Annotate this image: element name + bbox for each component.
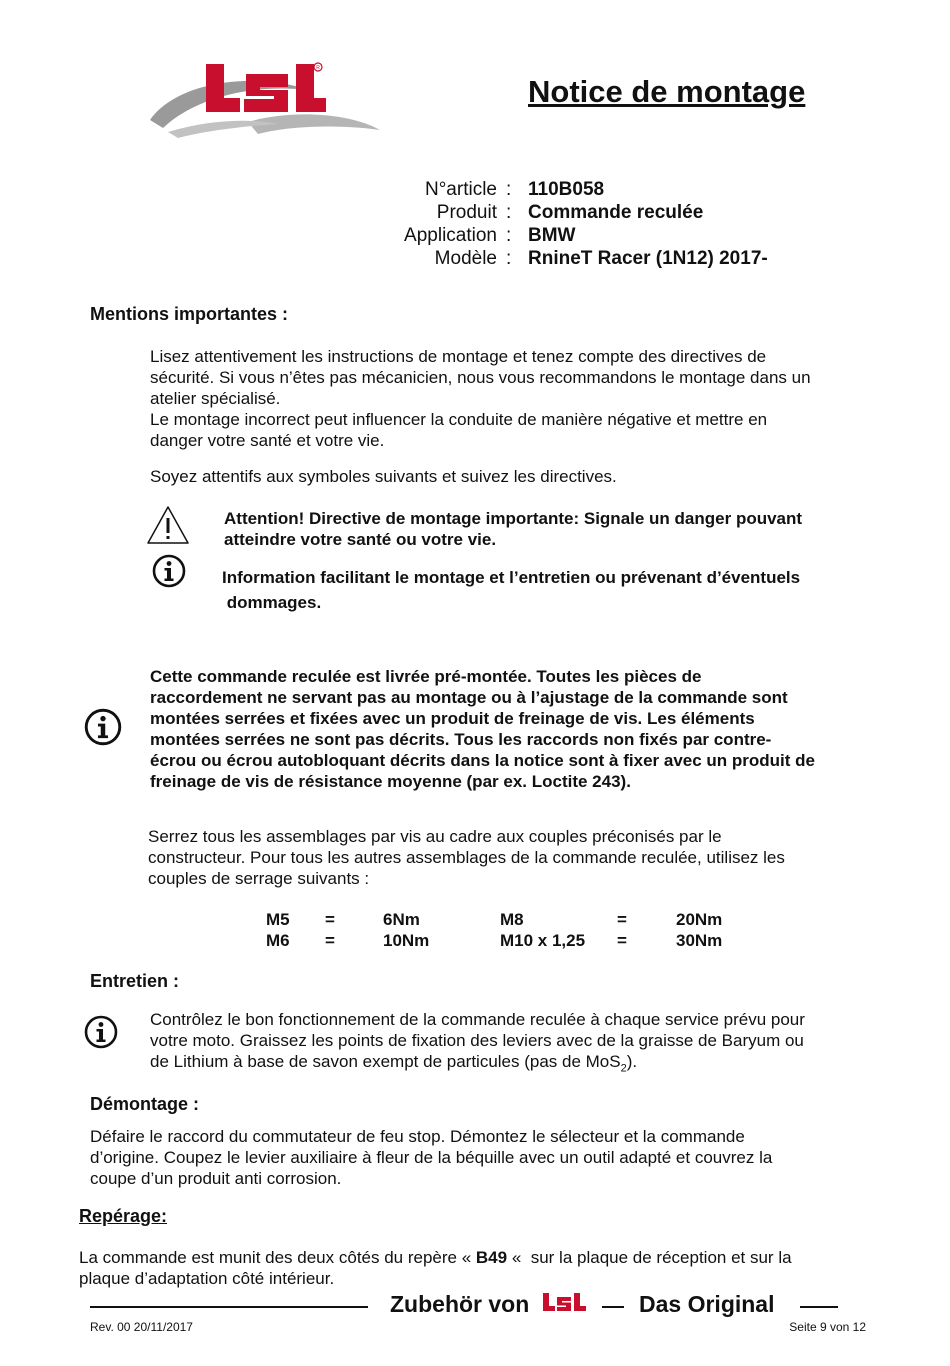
text-line: raccordement ne servant pas au montage ou à l’ajustage de la commande sont	[150, 688, 788, 707]
meta-label-application: Application	[404, 225, 497, 246]
lsl-logo	[541, 1291, 589, 1315]
torque-column	[266, 909, 290, 951]
text-line: atelier spécialisé.	[150, 389, 281, 408]
meta-colon: :	[506, 225, 512, 246]
text-line	[79, 1247, 869, 1268]
torque-column	[617, 909, 627, 951]
text-fragment: « sur la plaque de réception et sur la	[507, 1248, 792, 1267]
meta-label-product: Produit	[436, 202, 497, 223]
torque-cell: M8	[500, 910, 524, 929]
text-line: montées serrées et fixées avec un produit de freinage de vis. Les éléments	[150, 709, 755, 728]
text-fragment: La commande est munit des deux côtés du repère «	[79, 1248, 476, 1267]
text-line: dommages.	[222, 593, 322, 612]
text-line: Attention! Directive de montage importante: Signale un danger pouvant	[224, 509, 803, 528]
torque-cell: M6	[266, 931, 290, 950]
document-title: Notice de montage	[528, 74, 806, 109]
revision-date: Rev. 00 20/11/2017	[90, 1320, 193, 1334]
disassembly-paragraph	[90, 1126, 850, 1189]
footer-brand-prefix: Zubehör von	[390, 1291, 530, 1317]
text-line: Lisez attentivement les instructions de montage et tenez compte des directives de	[150, 347, 767, 366]
text-line: coupe d’un produit anti corrosion.	[90, 1169, 342, 1188]
torque-cell: =	[325, 931, 335, 950]
maintenance-paragraph	[150, 1009, 870, 1079]
text-line: plaque d’adaptation côté intérieur.	[79, 1269, 335, 1288]
meta-label-article: N°article	[424, 179, 497, 200]
text-line: Défaire le raccord du commutateur de feu stop. Démontez le sélecteur et la commande	[90, 1127, 745, 1146]
meta-colon: :	[506, 248, 512, 269]
text-fragment: ).	[626, 1052, 638, 1071]
text-line: freinage de vis de résistance moyenne (par ex. Loctite 243).	[150, 772, 631, 791]
meta-value-application: BMW	[528, 225, 576, 246]
preassembly-paragraph	[150, 666, 870, 792]
meta-colon: :	[506, 179, 512, 200]
text-line: d’origine. Coupez le levier auxiliaire à fleur de la béquille avec un outil adapté et couvrez la	[90, 1148, 773, 1167]
text-line: danger votre santé et votre vie.	[150, 431, 385, 450]
text-fragment: de Lithium à base de savon exempt de particules (pas de MoS	[150, 1052, 621, 1071]
marking-code: B49	[475, 1248, 508, 1267]
meta-value-model: RnineT Racer (1N12) 2017-	[528, 248, 768, 269]
torque-cell: =	[617, 910, 627, 929]
marking-paragraph	[79, 1247, 869, 1289]
torque-column	[676, 909, 722, 951]
text-line: Cette commande reculée est livrée pré-montée. Toutes les pièces de	[150, 667, 702, 686]
text-line: Information facilitant le montage et l’entretien ou prévenant d’éventuels	[222, 568, 801, 587]
info-circle-icon	[84, 708, 122, 746]
text-line	[150, 1051, 870, 1079]
text-line: atteindre votre santé ou votre vie.	[224, 530, 497, 549]
section-heading-disassembly: Démontage :	[90, 1094, 200, 1114]
text-line: sécurité. Si vous n’êtes pas mécanicien, nous vous recommandons le montage dans un	[150, 368, 811, 387]
torque-cell: 6Nm	[383, 910, 420, 929]
meta-label-model: Modèle	[434, 248, 497, 269]
torque-cell: 20Nm	[676, 910, 723, 929]
footer-divider	[90, 1306, 368, 1308]
page-number: Seite 9 von 12	[789, 1320, 866, 1334]
text-line: Le montage incorrect peut influencer la conduite de manière négative et mettre en	[150, 410, 768, 429]
meta-labels	[380, 178, 497, 270]
meta-values	[528, 178, 768, 270]
info-circle-icon	[84, 1015, 118, 1049]
svg-text:R: R	[316, 65, 320, 71]
section-heading-mentions: Mentions importantes :	[90, 304, 289, 324]
footer-tagline: Das Original	[639, 1291, 775, 1317]
info-circle-icon	[152, 554, 186, 588]
warning-description	[224, 508, 864, 550]
text-line: couples de serrage suivants :	[148, 869, 370, 888]
torque-cell: M10 x 1,25	[500, 931, 586, 950]
torque-cell: M5	[266, 910, 290, 929]
torque-column	[500, 909, 585, 951]
text-line: constructeur. Pour tous les autres assemblages de la commande reculée, utilisez les	[148, 848, 785, 867]
text-line: écrou ou écrou autobloquant décrits dans la notice sont à fixer avec un produit de	[150, 751, 816, 770]
text-line: Contrôlez le bon fonctionnement de la commande reculée à chaque service prévu pour	[150, 1010, 805, 1029]
meta-value-product: Commande reculée	[528, 202, 704, 223]
torque-column	[383, 909, 429, 951]
torque-intro-paragraph	[148, 826, 868, 889]
info-description	[222, 565, 862, 615]
torque-cell: =	[617, 931, 627, 950]
footer-divider	[602, 1306, 624, 1308]
meta-colons	[506, 178, 518, 270]
torque-cell: 30Nm	[676, 931, 723, 950]
symbols-note: Soyez attentifs aux symboles suivants et suivez les directives.	[150, 467, 617, 486]
meta-value-article: 110B058	[528, 179, 605, 200]
text-line: votre moto. Graissez les points de fixation des leviers avec de la graisse de Baryum ou	[150, 1031, 804, 1050]
intro-paragraph	[150, 346, 870, 451]
torque-cell: 10Nm	[383, 931, 430, 950]
warning-triangle-icon	[146, 505, 190, 545]
lsl-logo	[138, 50, 388, 145]
text-line: Serrez tous les assemblages par vis au cadre aux couples préconisés par le	[148, 827, 722, 846]
text-line: montées serrées ne sont pas décrits. Tous les raccords non fixés par contre-	[150, 730, 772, 749]
meta-colon: :	[506, 202, 512, 223]
section-heading-maintenance: Entretien :	[90, 971, 180, 991]
torque-column	[325, 909, 335, 951]
torque-cell: =	[325, 910, 335, 929]
section-heading-marking: Repérage:	[79, 1206, 168, 1226]
subscript: 2	[620, 1062, 627, 1075]
footer-divider	[800, 1306, 838, 1308]
